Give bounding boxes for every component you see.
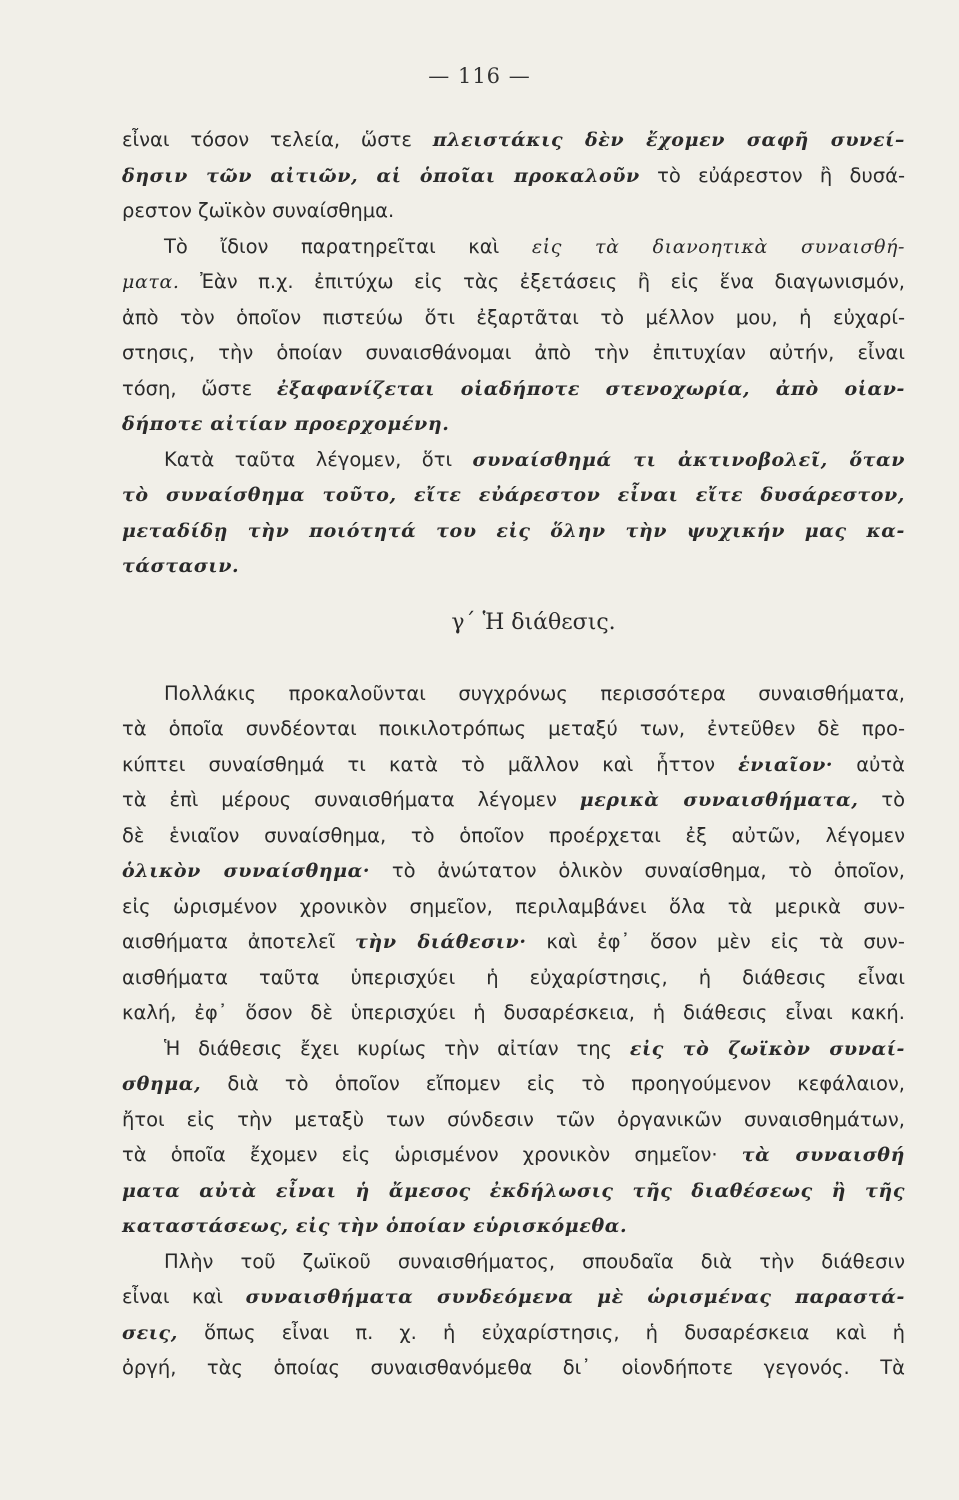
text-run: τὰ ὁποῖα συνδέονται ποικιλοτρόπως μεταξύ των, ἐντεῦθεν δὲ προ- — [122, 717, 905, 740]
text-run: Κατὰ ταῦτα λέγομεν, ὅτι — [164, 447, 473, 471]
emphasized-text: συναίσθημά τι ἀκτινοβολεῖ, ὅταν — [472, 448, 905, 471]
section-heading: γ΄ Ἡ διάθεσις. — [451, 609, 616, 635]
emphasized-text: καταστάσεως, εἰς τὴν ὁποίαν εὑρισκόμεθα. — [122, 1215, 628, 1237]
page-number: — 116 — — [428, 64, 531, 88]
emphasized-text: εἰς τὰ διανοητικὰ συναισθή- — [531, 235, 905, 258]
text-run: τὰ ὁποῖα ἔχομεν εἰς ὡρισμένον χρονικὸν σημεῖον· — [122, 1143, 742, 1166]
emphasized-text: τὰ συναισθή — [741, 1144, 905, 1166]
text-line — [122, 548, 905, 584]
text-line — [122, 782, 905, 818]
text-line — [122, 711, 905, 747]
text-line — [122, 995, 905, 1031]
emphasized-text: ματα αὐτὰ εἶναι ἡ ἄμεσος ἐκδήλωσις τῆς διαθέσεως ἢ τῆς — [122, 1179, 905, 1202]
text-run: ὀργή, τὰς ὁποίας συναισθανόμεθα δι᾽ οἱονδήποτε γεγονός. Τὰ — [122, 1356, 905, 1379]
text-line — [122, 1137, 905, 1173]
text-line — [122, 442, 905, 478]
text-line — [122, 676, 905, 712]
text-run: αὐτὰ — [833, 752, 905, 776]
text-line — [122, 193, 905, 229]
text-line — [122, 853, 905, 889]
text-run: αισθήματα ταῦτα ὑπερισχύει ἡ εὐχαρίστησις, ἡ διάθεσις εἶναι — [122, 965, 905, 989]
emphasized-text: πλειστάκις δὲν ἔχομεν σαφῆ συνεί– — [432, 129, 905, 151]
text-line — [122, 1066, 905, 1102]
text-run: ρεστον ζωϊκὸν συναίσθημα. — [122, 199, 395, 222]
text-run: Ἡ διάθεσις ἔχει κυρίως τὴν αἰτίαν της — [164, 1036, 630, 1060]
emphasized-text: ἑνιαῖον· — [738, 753, 834, 776]
text-run: τὰ ἐπὶ μέρους συναισθήματα λέγομεν — [122, 788, 580, 811]
text-line — [122, 300, 905, 336]
text-run: ἤτοι εἰς τὴν μεταξὺ των σύνδεσιν τῶν ὀργανικῶν συναισθημάτων, — [122, 1107, 905, 1131]
emphasized-text: σεις, — [122, 1321, 178, 1344]
text-line — [122, 1208, 905, 1244]
text-line — [122, 1173, 905, 1209]
text-run: Πλὴν τοῦ ζωϊκοῦ συναισθήματος, σπουδαῖα διὰ τὴν διάθεσιν — [164, 1249, 905, 1273]
text-run: διὰ τὸ ὁποῖον εἴπομεν εἰς τὸ προηγούμενον κεφάλαιον, — [201, 1072, 905, 1095]
emphasized-text: δήποτε αἰτίαν προερχομένη. — [122, 413, 450, 435]
text-run: εἰς ὡρισμένον χρονικὸν σημεῖον, περιλαμβάνει ὅλα τὰ μερικὰ συν- — [122, 894, 905, 918]
text-run: στησις, τὴν ὁποίαν συναισθάνομαι ἀπὸ τὴν ἐπιτυχίαν αὐτήν, εἶναι — [122, 341, 905, 364]
text-run: εἶναι τόσον τελεία, ὥστε — [122, 128, 433, 151]
text-run: εἶναι καὶ — [122, 1285, 246, 1308]
text-line — [122, 960, 905, 996]
text-line — [122, 1279, 905, 1315]
emphasized-text: τάστασιν. — [122, 555, 240, 577]
emphasized-text: δησιν τῶν αἰτιῶν, αἱ ὁποῖαι προκαλοῦν — [122, 164, 640, 187]
text-run: τὸ εὐάρεστον ἢ δυσά- — [639, 163, 905, 187]
text-run: Ἐὰν π.χ. ἐπιτύχω εἰς τὰς ἐξετάσεις ἢ εἰς ἕνα διαγωνισμόν, — [179, 270, 905, 293]
text-run: δὲ ἑνιαῖον συναίσθημα, τὸ ὁποῖον προέρχεται ἐξ αὐτῶν, λέγομεν — [122, 823, 905, 847]
text-line — [122, 1102, 905, 1138]
text-run: Πολλάκις προκαλοῦνται συγχρόνως περισσότερα συναισθήματα, — [164, 681, 905, 705]
text-run: ἀπὸ τὸν ὁποῖον πιστεύω ὅτι ἐξαρτᾶται τὸ μέλλον μου, ἡ εὐχαρί- — [122, 305, 905, 329]
text-run: Τὸ ἴδιον παρατηρεῖται καὶ — [164, 234, 532, 258]
text-run: ὅπως εἶναι π. χ. ἡ εὐχαρίστησις, ἡ δυσαρέσκεια καὶ ἡ — [177, 1320, 905, 1344]
text-line — [122, 122, 905, 158]
emphasized-text: εἰς τὸ ζωϊκὸν συναί- — [629, 1037, 905, 1060]
emphasized-text: συναισθήματα συνδεόμενα μὲ ὡρισμένας παραστά- — [245, 1286, 905, 1308]
text-line — [122, 406, 905, 442]
text-run: καλή, ἐφ᾽ ὅσον δὲ ὑπερισχύει ἡ δυσαρέσκεια, ἡ διάθεσις εἶναι κακή. — [122, 1001, 905, 1024]
text-line — [122, 1031, 905, 1067]
text-run: κύπτει συναίσθημά τι κατὰ τὸ μᾶλλον καὶ ἧττον — [122, 752, 739, 776]
text-line — [122, 264, 905, 300]
paragraph-group-2 — [122, 676, 905, 1386]
emphasized-text: μερικὰ συναισθήματα, — [579, 789, 859, 811]
emphasized-text: τὴν διάθεσιν· — [355, 931, 527, 953]
text-line — [122, 477, 905, 513]
text-line — [122, 818, 905, 854]
emphasized-text: ματα. — [122, 271, 180, 293]
text-run: αισθήματα ἀποτελεῖ — [122, 930, 356, 953]
emphasized-text: ἐξαφανίζεται οἱαδήποτε στενοχωρία, ἀπὸ οἱαν- — [276, 377, 905, 400]
text-run: καὶ ἐφ᾽ ὅσον μὲν εἰς τὰ συν- — [526, 930, 905, 953]
emphasized-text: μεταδίδῃ τὴν ποιότητά του εἰς ὅλην τὴν ψυχικήν μας κα- — [122, 519, 905, 542]
text-run: τόση, ὥστε — [122, 376, 277, 400]
emphasized-text: σθημα, — [122, 1073, 202, 1095]
text-run: τὸ — [858, 788, 906, 811]
page-body — [122, 122, 905, 1386]
text-line — [122, 158, 905, 194]
text-line — [122, 924, 905, 960]
emphasized-text: ὁλικὸν συναίσθημα· — [122, 860, 371, 882]
emphasized-text: τὸ συναίσθημα τοῦτο, εἴτε εὐάρεστον εἶναι εἴτε δυσάρεστον, — [122, 484, 905, 506]
paragraph-group-1 — [122, 122, 905, 584]
text-line — [122, 335, 905, 371]
text-line — [122, 513, 905, 549]
text-line — [122, 371, 905, 407]
text-run: τὸ ἀνώτατον ὁλικὸν συναίσθημα, τὸ ὁποῖον, — [370, 859, 906, 882]
text-line — [122, 889, 905, 925]
text-line — [122, 1350, 905, 1386]
text-line — [122, 1244, 905, 1280]
text-line — [122, 1315, 905, 1351]
text-line — [122, 229, 905, 265]
text-line — [122, 747, 905, 783]
